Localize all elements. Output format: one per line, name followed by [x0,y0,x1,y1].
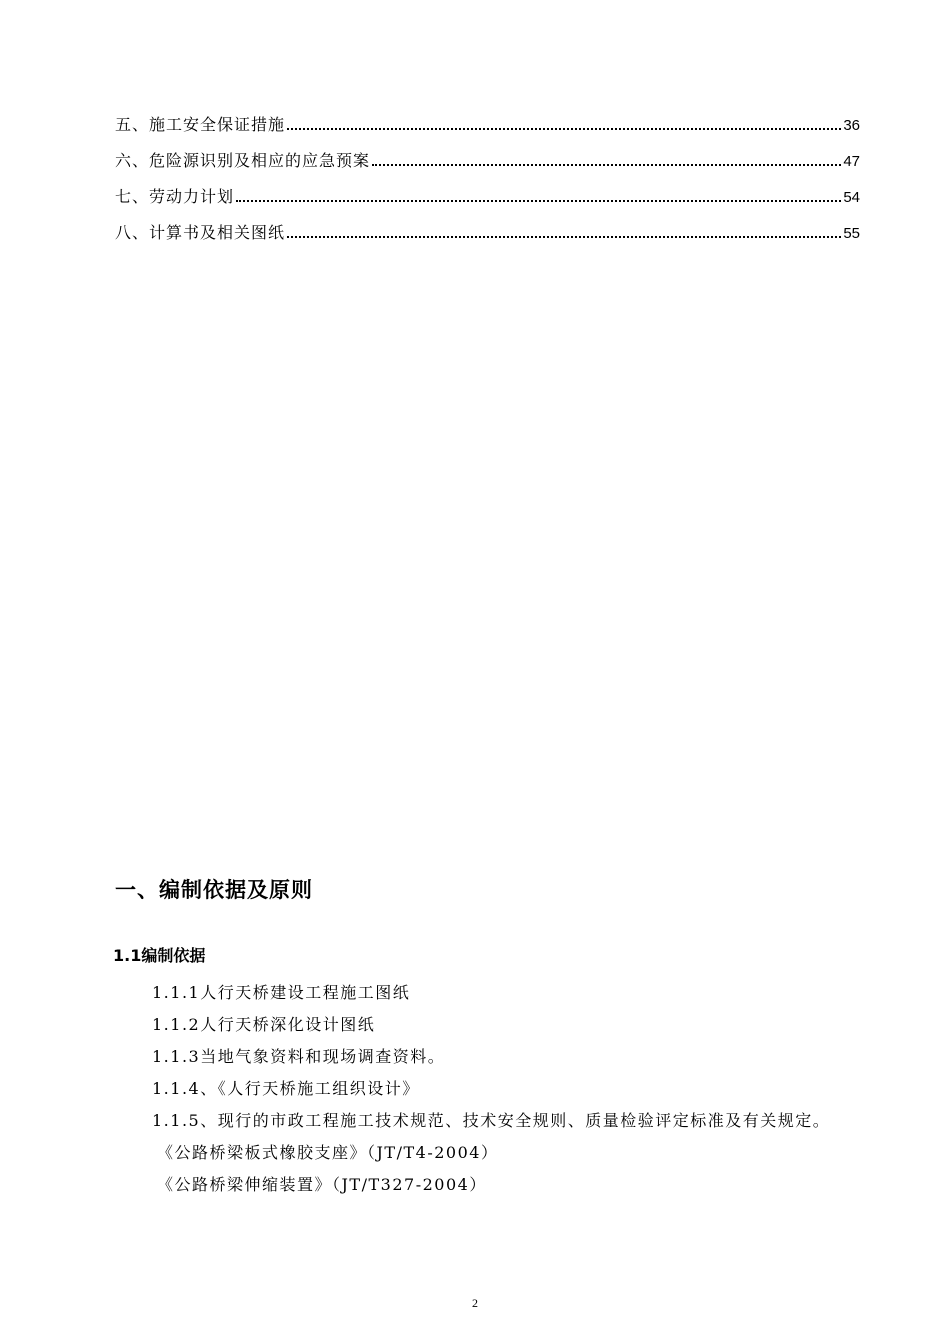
basis-item: 1.1.2人行天桥深化设计图纸 [152,1015,376,1034]
toc-entry-label: 八、计算书及相关图纸 [115,223,286,242]
section-heading: 一、编制依据及原则 [115,878,313,902]
subsection-heading: 1.1编制依据 [113,946,206,965]
basis-list [115,977,860,1201]
toc-entry-label: 五、施工安全保证措施 [115,115,286,134]
page-number: 2 [472,1296,478,1310]
toc-entry[interactable] [115,148,860,184]
toc-entry-page: 54 [843,189,860,206]
standard-reference: 《公路桥梁板式橡胶支座》（JT/T4-2004） [157,1143,499,1162]
basis-item: 1.1.3当地气象资料和现场调查资料。 [152,1047,446,1066]
table-of-contents [115,112,860,256]
toc-entry-page: 36 [843,117,860,134]
toc-entry[interactable] [115,220,860,256]
toc-leader-dots [236,199,841,202]
toc-entry[interactable] [115,112,860,148]
toc-entry-label: 六、危险源识别及相应的应急预案 [115,151,371,170]
toc-entry-label: 七、劳动力计划 [115,187,235,206]
standard-reference: 《公路桥梁伸缩装置》（JT/T327-2004） [157,1175,487,1194]
toc-entry[interactable] [115,184,860,220]
basis-item: 1.1.5、现行的市政工程施工技术规范、技术安全规则、质量检验评定标准及有关规定。 [152,1111,831,1130]
basis-item: 1.1.1人行天桥建设工程施工图纸 [152,983,411,1002]
toc-leader-dots [372,163,841,166]
toc-leader-dots [287,127,841,130]
toc-entry-page: 47 [843,153,860,170]
basis-item: 1.1.4、《人行天桥施工组织设计》 [152,1079,420,1098]
toc-leader-dots [287,235,841,238]
toc-entry-page: 55 [843,225,860,242]
